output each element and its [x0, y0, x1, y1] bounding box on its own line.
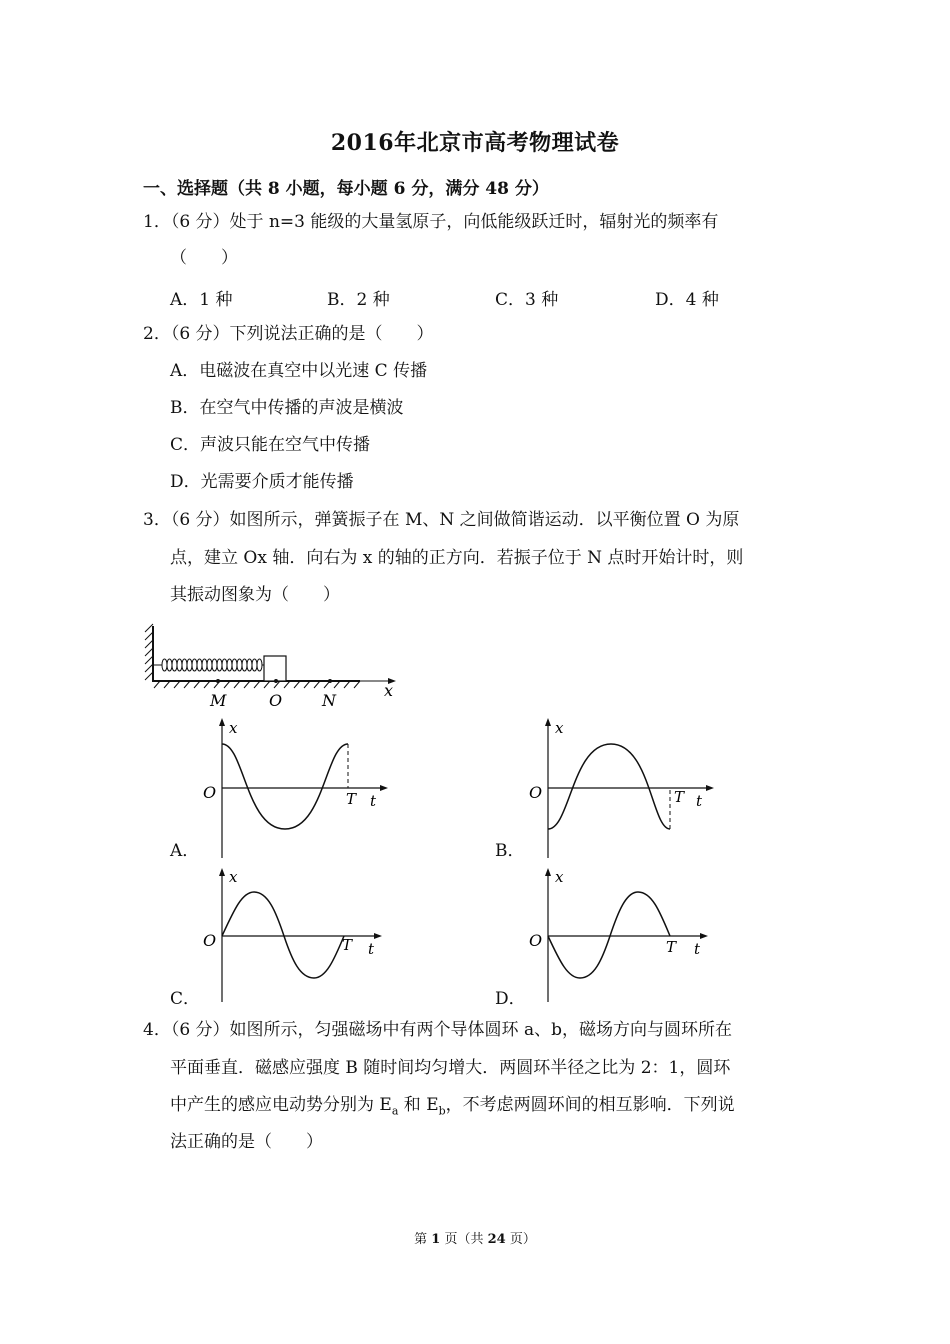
graph-a-x-label: x — [229, 719, 238, 737]
graph-b-x-label: x — [555, 719, 564, 737]
graph-d-origin: O — [529, 931, 543, 950]
q2-option-d: D．光需要介质才能传播 — [170, 472, 354, 492]
graph-c-caption: C． — [170, 989, 201, 1009]
graph-a-origin: O — [203, 783, 217, 802]
q1-option-d: D．4 种 — [655, 290, 719, 310]
graph-d — [522, 862, 722, 1008]
spring-oscillator-figure — [140, 620, 410, 712]
q2-stem: 2．（6 分）下列说法正确的是（ ） — [143, 324, 434, 344]
graph-b — [522, 714, 722, 860]
q4-sub-b: b — [438, 1104, 446, 1118]
q4-stem-line1: 4．（6 分）如图所示，匀强磁场中有两个导体圆环 a、b，磁场方向与圆环所在 — [143, 1020, 732, 1040]
graph-d-period: T — [666, 938, 677, 956]
graph-d-caption: D． — [495, 989, 526, 1009]
graph-c-t-label: t — [368, 940, 375, 958]
footer-page-number: 1 — [431, 1232, 441, 1247]
q3-stem-line2: 点，建立 Ox 轴．向右为 x 的轴的正方向．若振子位于 N 点时开始计时，则 — [170, 548, 744, 568]
q4-stem-line3 — [170, 1093, 735, 1123]
graph-a — [196, 714, 396, 860]
q4-line3-mid: 和 E — [398, 1095, 439, 1115]
label-n: N — [322, 691, 336, 710]
graph-a-caption: A． — [170, 841, 200, 861]
q1-stem-line1: 1．（6 分）处于 n=3 能级的大量氢原子，向低能级跃迁时，辐射光的频率有 — [143, 212, 719, 232]
graph-c — [196, 862, 396, 1008]
footer-mid: 页（共 — [440, 1232, 488, 1247]
q1-stem-line2: （ ） — [170, 248, 238, 268]
graph-d-t-label: t — [694, 940, 701, 958]
footer-pre: 第 — [414, 1232, 432, 1247]
graph-a-t-label: t — [370, 792, 377, 810]
label-m: M — [210, 691, 227, 710]
q2-option-a: A．电磁波在真空中以光速 C 传播 — [170, 361, 428, 381]
q1-option-b: B．2 种 — [327, 290, 390, 310]
graph-b-origin: O — [529, 783, 543, 802]
q4-line3-pre: 中产生的感应电动势分别为 E — [170, 1095, 392, 1115]
q4-stem-line2: 平面垂直．磁感应强度 B 随时间均匀增大．两圆环半径之比为 2：1，圆环 — [170, 1058, 731, 1078]
graph-d-x-label: x — [555, 868, 564, 886]
page-footer — [0, 1228, 950, 1247]
graph-b-t-label: t — [696, 792, 703, 810]
graph-c-x-label: x — [229, 868, 238, 886]
page-title: 2016年北京市高考物理试卷 — [330, 130, 620, 156]
graph-c-origin: O — [203, 931, 217, 950]
graph-a-period: T — [346, 790, 357, 808]
section-heading: 一、选择题（共 8 小题，每小题 6 分，满分 48 分） — [143, 179, 549, 199]
graph-b-caption: B． — [495, 841, 525, 861]
q4-sub-a: a — [391, 1104, 399, 1118]
graph-c-period: T — [342, 936, 353, 954]
label-x: x — [384, 681, 394, 700]
q1-option-a: A．1 种 — [170, 290, 233, 310]
q2-option-c: C．声波只能在空气中传播 — [170, 435, 371, 455]
q3-stem-line3: 其振动图象为（ ） — [170, 585, 340, 605]
q1-option-c: C．3 种 — [495, 290, 559, 310]
footer-post: 页） — [505, 1232, 536, 1247]
label-o: O — [269, 691, 283, 710]
graph-b-period: T — [674, 788, 685, 806]
q2-option-b: B．在空气中传播的声波是横波 — [170, 398, 404, 418]
q4-stem-line4: 法正确的是（ ） — [170, 1132, 323, 1152]
q3-stem-line1: 3．（6 分）如图所示，弹簧振子在 M、N 之间做简谐运动．以平衡位置 O 为原 — [143, 510, 740, 530]
footer-total-pages: 24 — [487, 1232, 506, 1247]
q4-line3-post: ，不考虑两圆环间的相互影响．下列说 — [445, 1095, 735, 1115]
